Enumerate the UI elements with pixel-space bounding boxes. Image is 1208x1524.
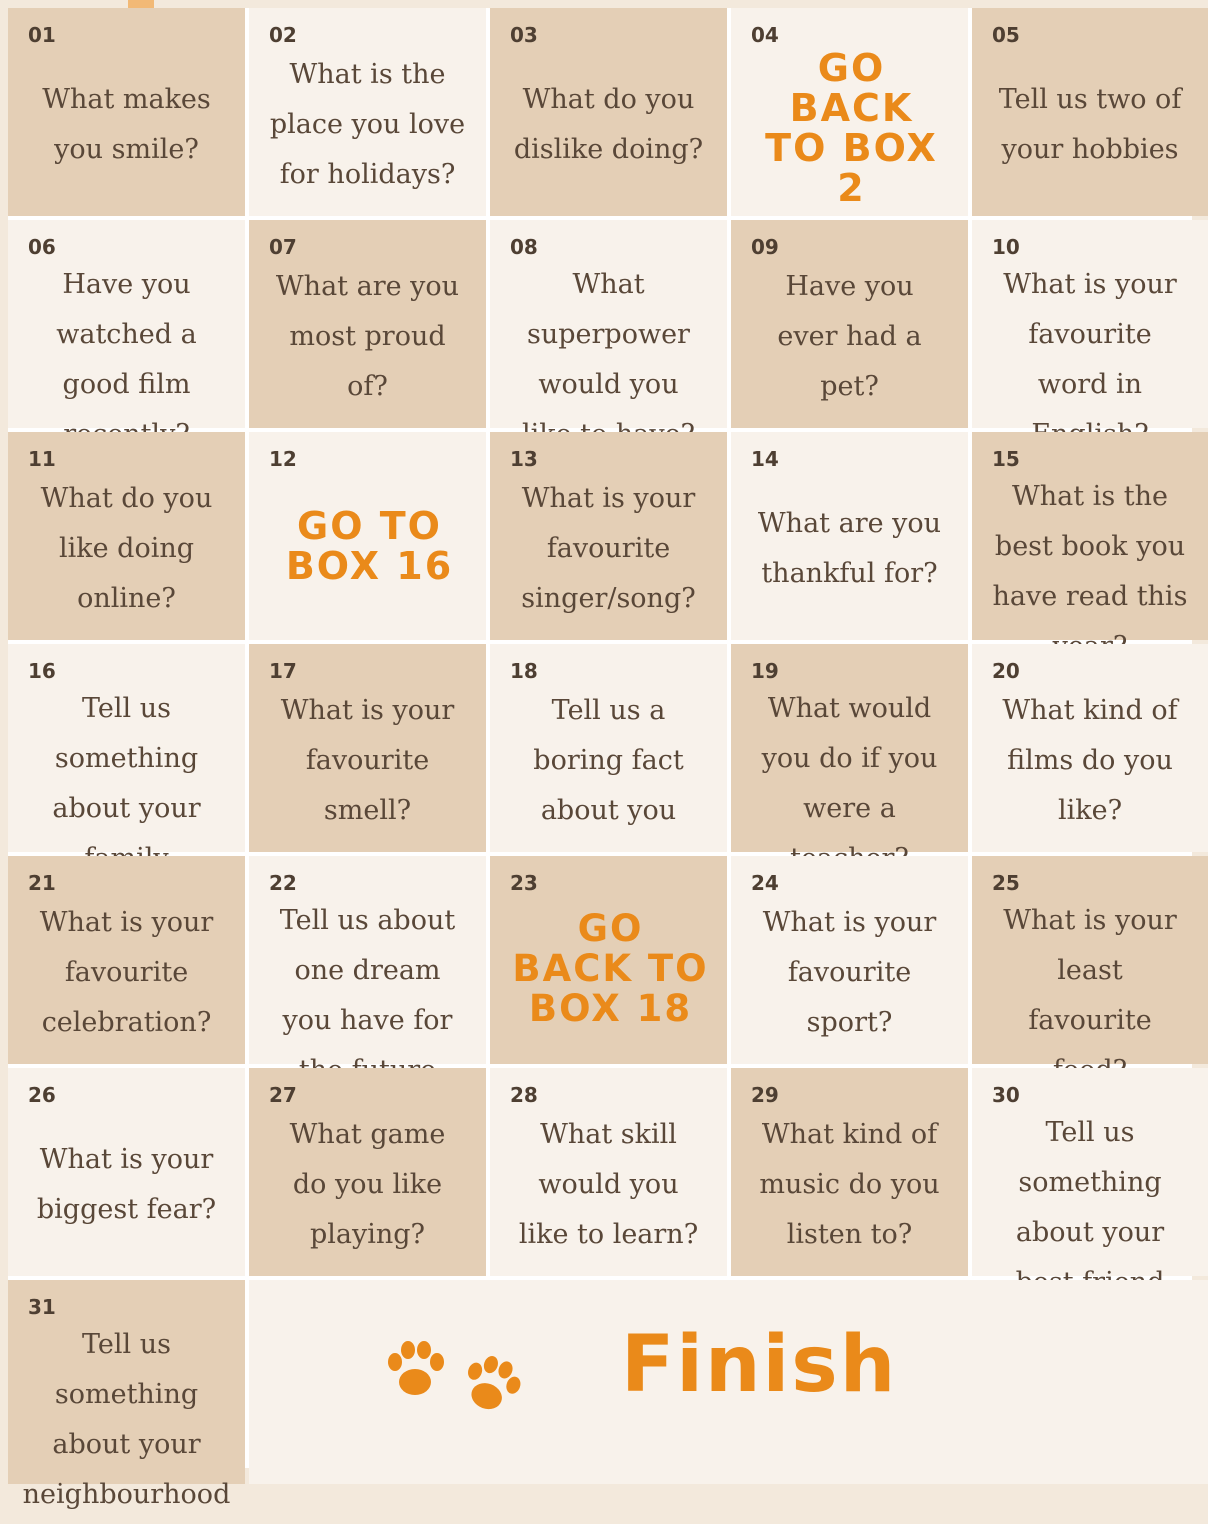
paw-print-icon (381, 1338, 449, 1406)
cell-question: What do you dislike doing? (513, 84, 704, 165)
cell-number: 30 (992, 1083, 1020, 1107)
board-cell-24 (731, 856, 968, 1064)
game-board (8, 8, 1192, 1510)
board-cell-03 (490, 8, 727, 216)
cell-question: Tell us something about your neighbourhood (22, 1329, 231, 1510)
cell-number: 06 (28, 235, 56, 259)
board-cell-10 (972, 220, 1208, 428)
board-cell-05 (972, 8, 1208, 216)
cell-question: What is your least favourite (1003, 905, 1177, 1036)
board-cell-17 (249, 644, 486, 852)
cell-number: 29 (751, 1083, 779, 1107)
board-cell-23 (490, 856, 727, 1064)
cell-number: 18 (510, 659, 538, 683)
cell-number: 16 (28, 659, 56, 683)
cell-instruction: GO TO BOX 16 (285, 504, 454, 588)
cell-question: What kind of music do you listen to? (759, 1119, 940, 1250)
cell-number: 19 (751, 659, 779, 683)
board-cell-04 (731, 8, 968, 216)
board-cell-22 (249, 856, 486, 1064)
cell-question: What are you most proud of? (275, 271, 460, 402)
cell-question: What is your favourite sport? (762, 907, 937, 1038)
board-cell-31 (8, 1280, 245, 1510)
board-cell-06 (8, 220, 245, 428)
cell-number: 22 (269, 871, 297, 895)
board-cell-13 (490, 432, 727, 640)
cell-number: 17 (269, 659, 297, 683)
finish-area (249, 1280, 1208, 1484)
cell-question: What is the place you love for holidays? (269, 59, 466, 190)
cell-number: 14 (751, 447, 779, 471)
cell-question: What is your favourite celebration? (39, 907, 214, 1038)
cell-number: 01 (28, 23, 56, 47)
board-cell-20 (972, 644, 1208, 852)
cell-number: 26 (28, 1083, 56, 1107)
board-cell-02 (249, 8, 486, 216)
cell-number: 02 (269, 23, 297, 47)
board-cell-21 (8, 856, 245, 1064)
cell-number: 07 (269, 235, 297, 259)
board-cell-12 (249, 432, 486, 640)
cell-question: What game do you like playing? (289, 1119, 446, 1250)
cell-number: 24 (751, 871, 779, 895)
cell-number: 04 (751, 23, 779, 47)
cell-question: Tell us a boring fact about you (533, 695, 684, 826)
cell-number: 05 (992, 23, 1020, 47)
cell-question: Tell us something about your (1015, 1117, 1165, 1248)
cell-question: What makes you smile? (42, 84, 211, 165)
cell-question: Tell us two of your hobbies (998, 84, 1182, 165)
cell-number: 28 (510, 1083, 538, 1107)
board-cell-30 (972, 1068, 1208, 1276)
cell-question: What is the best book you have read this (992, 481, 1188, 612)
cell-question: What superpower would you (527, 269, 690, 400)
board-cell-08 (490, 220, 727, 428)
cell-question: What is your favourite singer/song? (521, 483, 696, 614)
cell-question: What do you like doing online? (40, 483, 213, 614)
cell-question: What is your biggest fear? (36, 1144, 217, 1225)
cell-question: What would you do if you were a (761, 693, 938, 824)
cell-question: Have you watched a good film (56, 269, 197, 400)
cell-number: 11 (28, 447, 56, 471)
board-cell-15 (972, 432, 1208, 640)
cell-number: 03 (510, 23, 538, 47)
cell-question: What kind of films do you like? (1002, 695, 1178, 826)
cell-number: 31 (28, 1295, 56, 1319)
board-cell-11 (8, 432, 245, 640)
cell-question: What skill would you like to learn? (518, 1119, 699, 1250)
cell-question: What are you thankful for? (757, 508, 942, 589)
cell-number: 21 (28, 871, 56, 895)
cell-number: 08 (510, 235, 538, 259)
cell-number: 09 (751, 235, 779, 259)
board-cell-27 (249, 1068, 486, 1276)
paw-print-icon (457, 1354, 523, 1420)
board-cell-18 (490, 644, 727, 852)
cell-question: Tell us something about your (52, 693, 201, 824)
cell-number: 27 (269, 1083, 297, 1107)
cell-number: 15 (992, 447, 1020, 471)
cell-number: 13 (510, 447, 538, 471)
cell-number: 23 (510, 871, 538, 895)
cell-instruction: GO BACK TO BOX 18 (512, 907, 709, 1030)
cell-number: 25 (992, 871, 1020, 895)
board-cell-19 (731, 644, 968, 852)
cell-question: Have you ever had a pet? (777, 271, 922, 402)
board-cell-09 (731, 220, 968, 428)
cell-question: What is your favourite word in (1003, 269, 1177, 400)
cell-number: 20 (992, 659, 1020, 683)
board-cell-26 (8, 1068, 245, 1276)
board-cell-16 (8, 644, 245, 852)
board-cell-25 (972, 856, 1208, 1064)
cell-instruction: GO BACK TO BOX 2 (765, 46, 938, 210)
cell-question: Tell us about one dream you have for (279, 905, 456, 1036)
cell-question: What is your favourite smell? (280, 695, 455, 826)
board-cell-29 (731, 1068, 968, 1276)
board-cell-07 (249, 220, 486, 428)
board-cell-14 (731, 432, 968, 640)
board-cell-01 (8, 8, 245, 216)
cell-number: 12 (269, 447, 297, 471)
board-cell-28 (490, 1068, 727, 1276)
finish-label: Finish (621, 1320, 898, 1410)
cell-number: 10 (992, 235, 1020, 259)
